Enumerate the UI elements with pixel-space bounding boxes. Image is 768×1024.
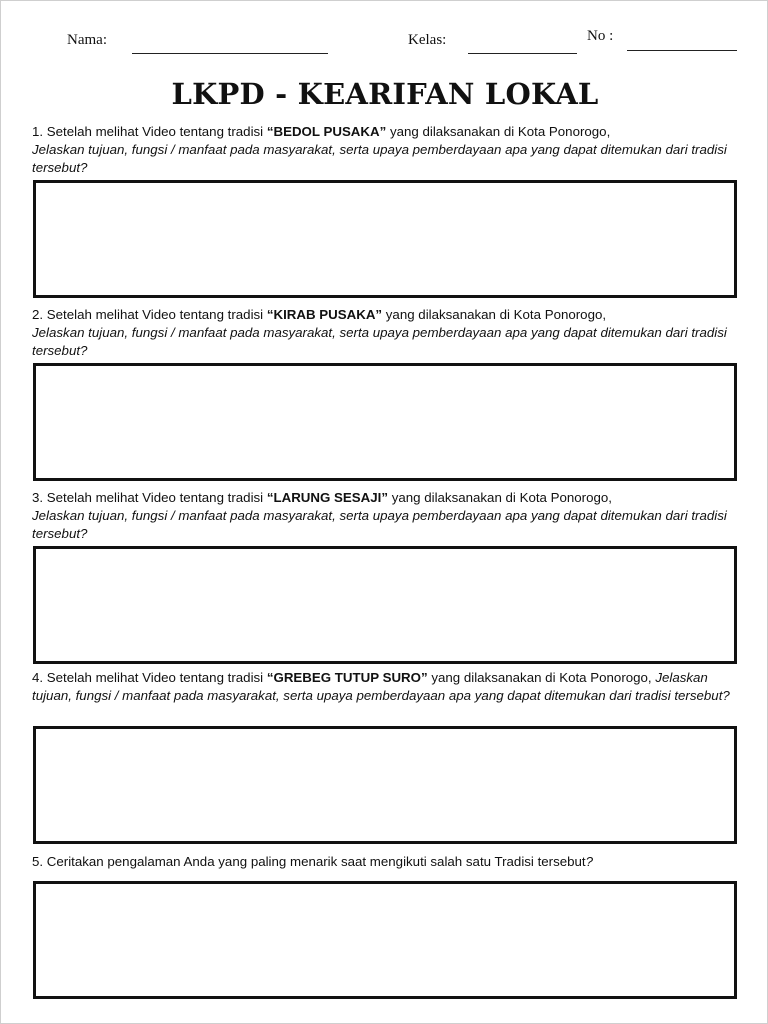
name-label: Nama:: [67, 32, 107, 48]
answer-box-4[interactable]: [33, 726, 737, 844]
question-1-suffix: yang dilaksanakan di Kota Ponorogo,: [386, 124, 611, 139]
question-4-instruction: Jelaskan tujuan, fungsi / manfaat pada masyarakat, serta upaya pemberdayaan apa yang dapat ditemukan dari tradisi tersebut?: [32, 670, 730, 704]
question-3-suffix: yang dilaksanakan di Kota Ponorogo,: [388, 490, 612, 505]
question-3-tradition: “LARUNG SESAJI”: [266, 490, 388, 505]
question-2-tradition: “KIRAB PUSAKA”: [266, 307, 383, 322]
question-2-suffix: yang dilaksanakan di Kota Ponorogo,: [382, 307, 607, 322]
question-3-instruction: Jelaskan tujuan, fungsi / manfaat pada masyarakat, serta upaya pemberdayaan apa yang dapat ditemukan dari tradisi tersebut?: [32, 508, 727, 542]
question-4-suffix: yang dilaksanakan di Kota Ponorogo,: [427, 670, 656, 685]
question-5-prefix: 5. Ceritakan pengalaman Anda yang paling menarik saat mengikuti salah satu Tradisi tersebut: [32, 854, 586, 869]
number-label: No :: [587, 28, 614, 44]
question-1-prefix: 1. Setelah melihat Video tentang tradisi: [32, 124, 267, 139]
question-2: [32, 306, 742, 361]
page-title: LKPD - KEARIFAN LOKAL: [171, 77, 599, 111]
answer-box-3[interactable]: [33, 546, 737, 664]
question-5-instruction: ?: [585, 854, 594, 869]
question-1-instruction: Jelaskan tujuan, fungsi / manfaat pada masyarakat, serta upaya pemberdayaan apa yang dapat ditemukan dari tradisi tersebut?: [32, 142, 727, 176]
question-3: [32, 489, 742, 544]
name-field[interactable]: [132, 53, 328, 54]
question-4: [32, 669, 742, 705]
question-4-tradition: “GREBEG TUTUP SURO”: [266, 670, 428, 685]
question-2-instruction: Jelaskan tujuan, fungsi / manfaat pada masyarakat, serta upaya pemberdayaan apa yang dapat ditemukan dari tradisi tersebut?: [32, 325, 727, 359]
class-field[interactable]: [468, 53, 577, 54]
answer-box-5[interactable]: [33, 881, 737, 999]
question-1: [32, 123, 742, 178]
question-1-tradition: “BEDOL PUSAKA”: [266, 124, 387, 139]
answer-box-2[interactable]: [33, 363, 737, 481]
class-label: Kelas:: [408, 32, 447, 48]
question-4-prefix: 4. Setelah melihat Video tentang tradisi: [32, 670, 267, 685]
number-field[interactable]: [627, 50, 737, 51]
question-2-prefix: 2. Setelah melihat Video tentang tradisi: [32, 307, 267, 322]
answer-box-1[interactable]: [33, 180, 737, 298]
question-3-prefix: 3. Setelah melihat Video tentang tradisi: [32, 490, 267, 505]
question-5: [32, 853, 742, 871]
